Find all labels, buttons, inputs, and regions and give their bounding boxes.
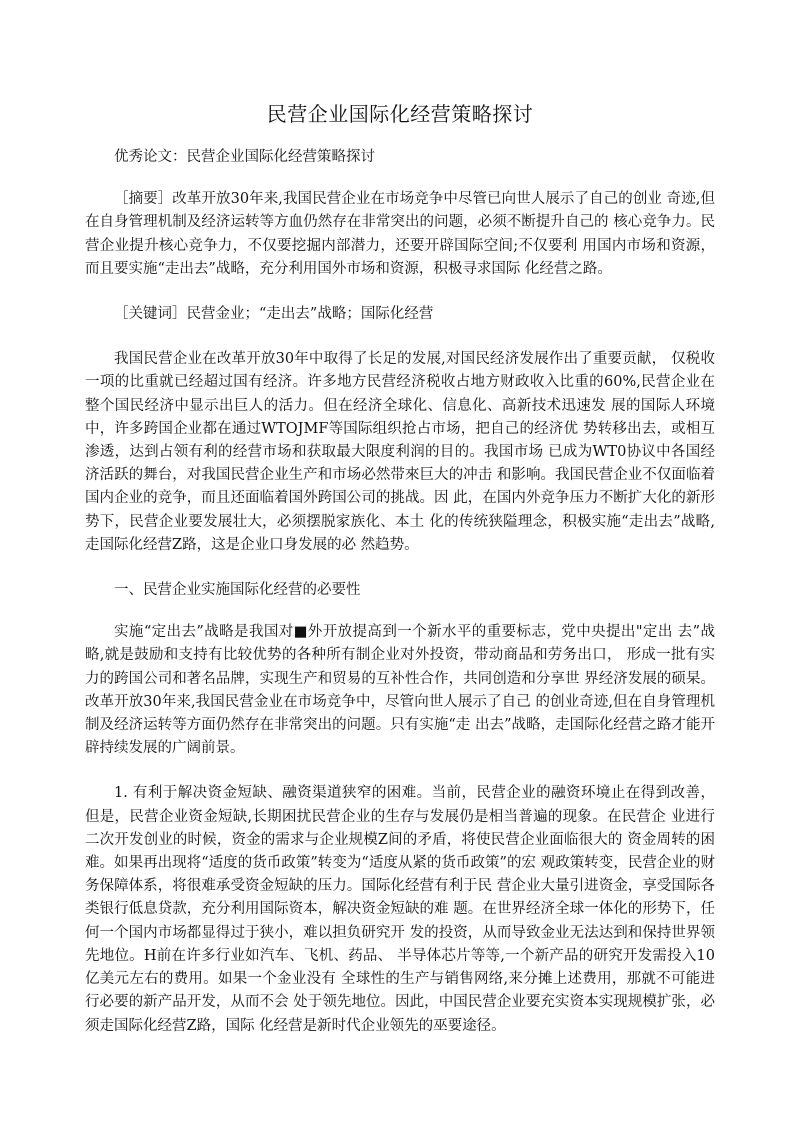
- intro-paragraph: 我国民营企业在改革开放30年中取得了长足的发展,对国民经济发展作出了重要贡献， 仅税收一项的比重就已经超过国有经济。许多地方民营经济税收占地方财政收入比重的60%,民营企业在整个国民经济中显示出巨人的活力。但在经济全球化、信息化、高新技术迅速发 展的国际人环境中，许多跨国企业都在通过WTOJMF等国际组织抢占市场，把自己的经济优 势转移出去，或相互渗透，达到占领有利的经营市场和获取最大限度利润的目的。我国市场 已成为WT0协议中各国经济活跃的舞台，对我国民营企业生产和市场必然带來巨大的冲击 和影响。我国民营企业不仅面临着国内企业的竞争，而且还面临着国外跨国公司的挑战。因 此，在国内外竞争压力不断扩大化的新形势下，民营企业要发展壮大，必须摆脱家族化、本土 化的传统狭隘理念，积极实施“走出去”战略,走国际化经营Z路，这是企业口身发展的必 然趋势。: [85, 351, 715, 553]
- keywords-paragraph: ［关键词］民营金业；“走出去”战略；国际化经营: [114, 306, 434, 323]
- page-title: 民营企业国际化经营策略探讨: [266, 102, 534, 126]
- document-subtitle: 优秀论文：民营企业国际化经营策略探讨: [114, 149, 375, 165]
- abstract-paragraph: ［摘要］改革开放30年来,我国民营企业在市场竞争中尽管已向世人展示了自己的创业 奇迹,但在自身管理机制及经济运转等方血仍然存在非常突出的问题，必须不断提升自己的 核心竞争力。民营企业提升核心竞争力，不仅要挖掘内部潜力，还要开辟国际空间;不仅要利 用国内市场和资源，而且要实施“走出去”战略，充分利用国外市场和资源，积极寻求国际 化经营之路。: [85, 191, 715, 277]
- point-1-paragraph: 1. 有利于解决资金短缺、融资渠道狭窄的困难。当前，民营企业的融资环境止在得到改善， 但是，民营企业资金短缺,长期困扰民营企业的生存与发展仍是相当普遍的现象。在民营企 业进行二次开发创业的时候，资金的需求与企业规模Z间的矛盾，将使民营企业面临很大的 资金周转的困难。如果再出现将“适度的货币政策”转变为“适度从紧的货币政策”的宏 观政策转变，民营企业的财务保障体系，将很难承受资金短缺的压力。国际化经营有利于民 营企业大量引进资金，享受国际各类银行低息贷款，充分利用国际资本，解决资金短缺的难 题。在世界经济全球一体化的形势下，任何一个国内市场都显得过于狭小，难以担负研究开 发的投资，从而导致金业无法达到和保持世界领先地位。H前在许多行业如汽车、飞机、药品、 半导体芯片等等,一个新产品的研究开发需投入10亿美元左右的费用。如果一个金业没有 全球性的生产与销售网络,来分摊上述费用，那就不可能进行必要的新产品开发，从而不会 处于领先地位。因此，中国民营企业要充实资本实现规模扩张，必须走国际化经营Z路，国际 化经营是新时代企业领先的巫要途径。: [85, 785, 715, 1034]
- section-body-paragraph: 实施“定出去”战略是我国对■外开放提高到一个新水平的重要标志，党中央提出"定出 去”战略,就是鼓励和支持有比较优势的各种所有制企业对外投资，带动商品和劳务出口， 形成一批有实力的跨国公司和著名品牌，实现生产和贸易的互补性合作，共同创造和分享世 界经济发展的硕杲。改革开放30年来,我国民营金业在市场竞争中，尽管向世人展示了自己 的创业奇迹,但在自身管理机制及经济运转等方面仍然存在非常突出的问题。只有实施“走 出去”战略，走国际化经营之路才能开辟持续发展的广阔前景。: [85, 624, 715, 757]
- section-heading: 一、民营企业实施国际化经营的必要性: [114, 582, 361, 599]
